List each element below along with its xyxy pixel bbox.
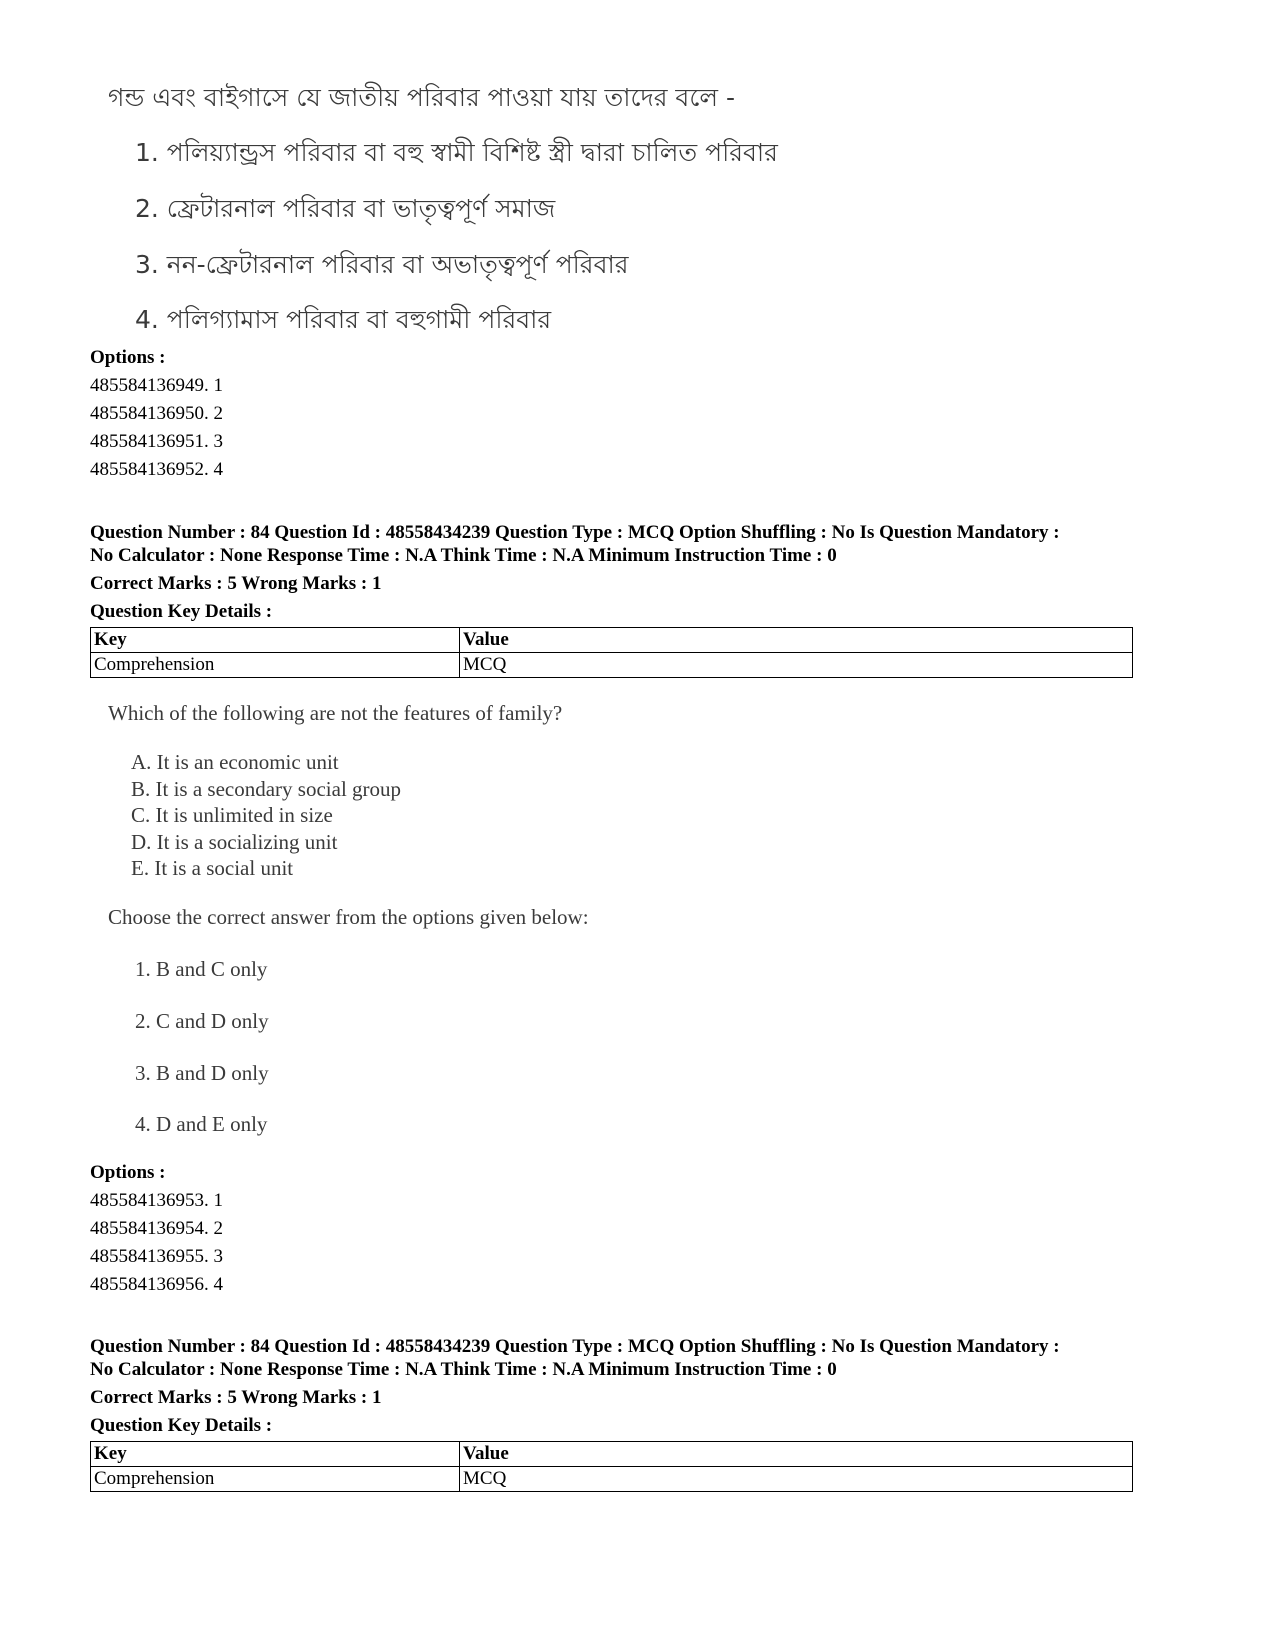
answer-choice-1: 1. B and C only (135, 957, 268, 981)
bengali-choice-2: 2. ফ্রেটারনাল পরিবার বা ভাতৃত্বপূর্ণ সমাজ (135, 194, 556, 223)
metadata-line: Question Number : 84 Question Id : 48558434239 Question Type : MCQ Option Shuffling : No Is Question Mandatory : (90, 1336, 1060, 1357)
bengali-question-text: গন্ড এবং বাইগাসে যে জাতীয় পরিবার পাওয়া যায় তাদের বলে - (108, 83, 735, 112)
table-row (91, 653, 1133, 678)
table-header-key: Key (91, 1442, 460, 1467)
bengali-choice-4: 4. পলিগ্যামাস পরিবার বা বহুগামী পরিবার (135, 305, 552, 334)
options-label: Options : (90, 347, 166, 368)
table-header-key: Key (91, 628, 460, 653)
statement-item: A. It is an economic unit (131, 750, 339, 774)
question-metadata (90, 521, 1060, 567)
bengali-choice-3: 3. নন-ফ্রেটারনাল পরিবার বা অভাতৃত্বপূর্ণ পরিবার (135, 250, 629, 279)
marks-line: Correct Marks : 5 Wrong Marks : 1 (90, 1387, 382, 1408)
statement-item: C. It is unlimited in size (131, 803, 333, 827)
option-id: 485584136949. 1 (90, 375, 223, 396)
metadata-line: Question Number : 84 Question Id : 48558434239 Question Type : MCQ Option Shuffling : No Is Question Mandatory : (90, 522, 1060, 543)
option-id: 485584136956. 4 (90, 1274, 223, 1295)
statement-item: E. It is a social unit (131, 856, 294, 880)
statement-list (131, 749, 401, 882)
option-id: 485584136952. 4 (90, 459, 223, 480)
statement-item: B. It is a secondary social group (131, 776, 402, 801)
option-id: 485584136950. 2 (90, 403, 223, 424)
metadata-line: No Calculator : None Response Time : N.A Think Time : N.A Minimum Instruction Time : 0 (90, 545, 837, 566)
statement-item: D. It is a socializing unit (131, 829, 338, 854)
option-id: 485584136954. 2 (90, 1218, 223, 1239)
key-value-table (90, 627, 1133, 678)
table-cell-key: Comprehension (91, 653, 460, 678)
key-details-label: Question Key Details : (90, 601, 273, 622)
table-row (91, 1467, 1133, 1492)
table-header-row (91, 628, 1133, 653)
options-label: Options : (90, 1162, 166, 1183)
option-id: 485584136953. 1 (90, 1190, 223, 1211)
options-list (90, 1187, 223, 1299)
question-instruction: Choose the correct answer from the options given below: (108, 905, 589, 929)
table-header-value: Value (460, 1442, 1133, 1467)
table-cell-value: MCQ (460, 1467, 1133, 1492)
answer-choice-4: 4. D and E only (135, 1112, 268, 1136)
table-header-row (91, 1442, 1133, 1467)
answer-choice-3: 3. B and D only (135, 1061, 269, 1085)
answer-choice-2: 2. C and D only (135, 1009, 269, 1033)
table-cell-key: Comprehension (91, 1467, 460, 1492)
marks-line: Correct Marks : 5 Wrong Marks : 1 (90, 573, 382, 594)
option-id: 485584136955. 3 (90, 1246, 223, 1267)
options-list (90, 372, 223, 484)
bengali-choice-1: 1. পলিয়্যান্ড্রস পরিবার বা বহু স্বামী বিশিষ্ট স্ত্রী দ্বারা চালিত পরিবার (135, 138, 778, 167)
table-cell-value: MCQ (460, 653, 1133, 678)
key-value-table (90, 1441, 1133, 1492)
question-metadata (90, 1335, 1060, 1381)
metadata-line: No Calculator : None Response Time : N.A Think Time : N.A Minimum Instruction Time : 0 (90, 1359, 837, 1380)
table-header-value: Value (460, 628, 1133, 653)
option-id: 485584136951. 3 (90, 431, 223, 452)
key-details-label: Question Key Details : (90, 1415, 273, 1436)
question-stem: Which of the following are not the features of family? (108, 701, 563, 725)
